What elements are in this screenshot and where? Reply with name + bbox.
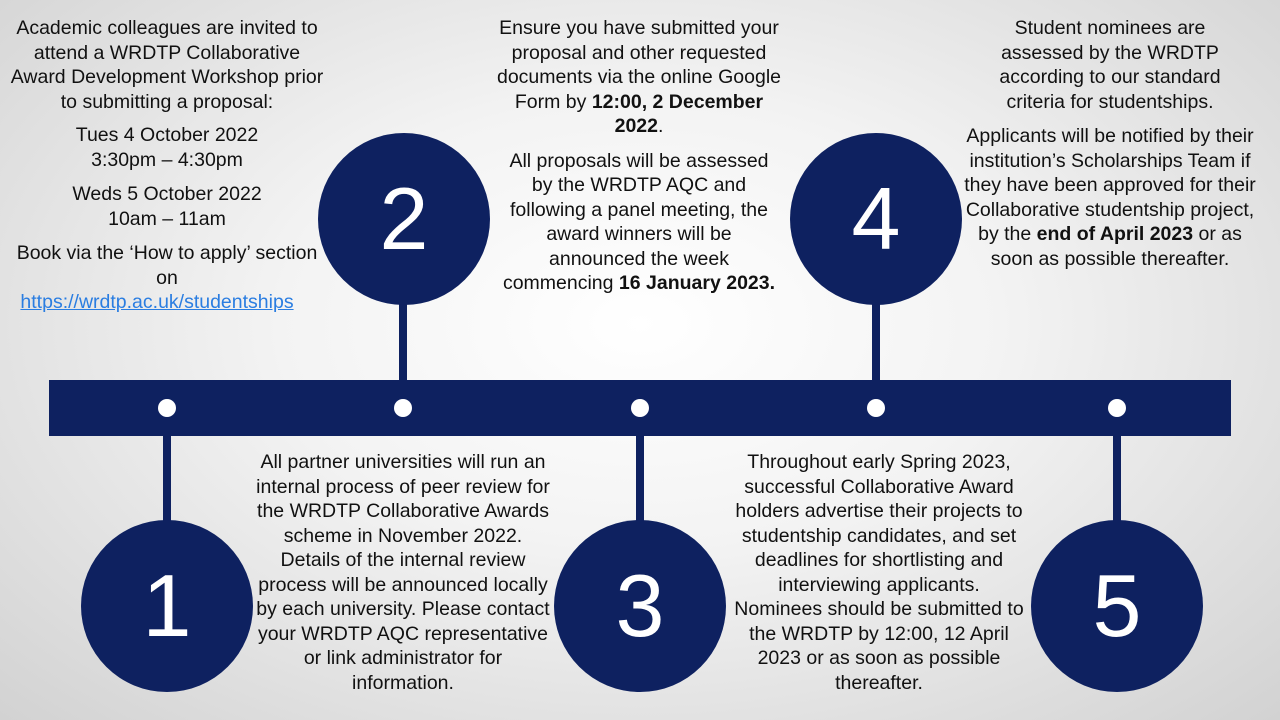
submission-deadline: 12:00, 2 December 2022 (591, 90, 764, 137)
announcement-date: 16 January 2023. (618, 272, 776, 294)
workshop-session-1 (8, 123, 326, 172)
step-2-assessment: All proposals will be assessed by the WRDTP AQC and following a panel meeting, the award winners will be announced the week commencing 16 January 2023. (502, 149, 776, 294)
timeline-dot-4 (867, 399, 885, 417)
step-2-circle: 2 (318, 133, 490, 305)
step-4-text (962, 16, 1258, 281)
step-5-circle: 5 (1031, 520, 1203, 692)
notification-deadline: end of April 2023 (1036, 223, 1194, 245)
step-1-text: All partner universities will run an internal process of peer review for the WRDTP Collaborative Awards scheme in November 2022. Details of the internal review process will be announced locally by each university. Please contact your WRDTP AQC representative or link administrator for information. (256, 451, 550, 694)
step-4-circle: 4 (790, 133, 962, 305)
session-2-date: Weds 5 October 2022 (72, 183, 262, 205)
step-1-circle: 1 (81, 520, 253, 692)
studentships-link[interactable]: https://wrdtp.ac.uk/studentships (20, 291, 294, 313)
step-3-text: Throughout early Spring 2023, successful Collaborative Award holders advertise their projects to studentship candidates, and set deadlines for shortlisting and interviewing applicants. Nominees should be submitted to the WRDTP by 12:00, 12 April 2023 or as soon as possible thereafter. (734, 451, 1024, 694)
workshop-booking (8, 241, 326, 315)
step-2-intro: Ensure you have submitted your proposal and other requested documents via the online Google Form by 12:00, 2 December 2022. (496, 17, 782, 137)
stem-3 (636, 434, 644, 524)
workshop-session-2 (8, 182, 326, 231)
step-4-para-2: Applicants will be notified by their institution’s Scholarships Team if they have been approved for their Collaborative studentship project, by the end of April 2023 or as soon as possible thereafter. (964, 125, 1256, 270)
timeline-dot-5 (1108, 399, 1126, 417)
session-2-time: 10am – 11am (108, 207, 226, 230)
timeline-dot-1 (158, 399, 176, 417)
timeline-dot-2 (394, 399, 412, 417)
stem-1 (163, 434, 171, 524)
step-4-para-1: Student nominees are assessed by the WRDTP according to our standard criteria for studentships. (999, 17, 1221, 113)
timeline-dot-3 (631, 399, 649, 417)
booking-text: Book via the ‘How to apply’ section on (16, 242, 318, 289)
step-2-text (495, 16, 783, 306)
workshop-intro: Academic colleagues are invited to attend a WRDTP Collaborative Award Development Workshop prior to submitting a proposal: (10, 17, 324, 113)
session-1-date: Tues 4 October 2022 (75, 124, 259, 146)
session-1-time: 3:30pm – 4:30pm (91, 148, 243, 171)
step-3-circle: 3 (554, 520, 726, 692)
workshop-text (8, 16, 326, 325)
stem-5 (1113, 434, 1121, 524)
